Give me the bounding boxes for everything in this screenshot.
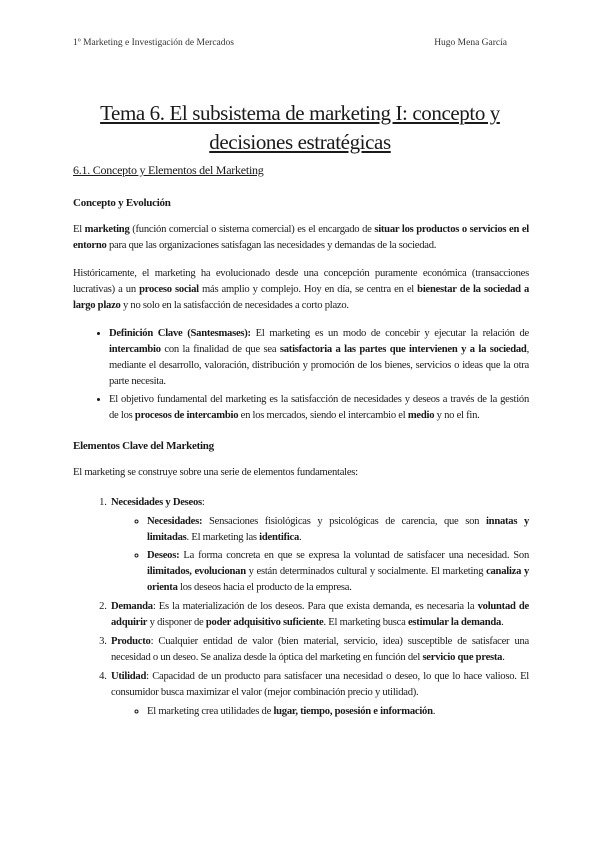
concept-bullet-list	[73, 326, 529, 424]
elements-numbered-list	[73, 495, 529, 720]
list-item-utilidad: 4. Utilidad: Capacidad de un producto para satisfacer una necesidad o deseo, lo que lo hace valioso. El consumidor busca maximizar el valor (mejor combinación precio y utilidad). ◦ El marketing crea utilidades de lugar, tiempo, posesión e información.	[109, 669, 529, 720]
title-line-1: Tema 6. El subsistema de marketing I: concepto y	[100, 101, 500, 126]
document-title	[60, 99, 540, 157]
list-item-producto: 3. Producto: Cualquier entidad de valor (bien material, servicio, idea) susceptible de satisfacer una necesidad o un deseo. Se analiza desde la óptica del marketing en función del servicio que presta.	[109, 634, 529, 666]
header-course: 1º Marketing e Investigación de Mercados	[73, 38, 234, 48]
document-body	[73, 162, 529, 723]
subitem-utilidades: ◦ El marketing crea utilidades de lugar, tiempo, posesión e información.	[147, 704, 529, 720]
sublist-utilidad	[111, 704, 529, 720]
subitem-necesidades: ◦ Necesidades: Sensaciones fisiológicas y psicológicas de carencia, que son innatas y limitadas. El marketing las identifica.	[147, 514, 529, 546]
subheading-concepto: Concepto y Evolución	[73, 197, 171, 209]
sublist-necesidades-deseos	[111, 514, 529, 596]
page-header	[73, 38, 528, 48]
header-author: Hugo Mena García	[434, 38, 507, 48]
list-item-necesidades-deseos: 1. Necesidades y Deseos: ◦ Necesidades: Sensaciones fisiológicas y psicológicas de carencia, que son innatas y limitadas. El marketing las identifica. ◦ Deseos: La forma concreta en que se expresa la voluntad de satisfacer una necesidad. Son ilimitados, evolucionan y están determinados cultural y socialmente. El marketing canaliza y orienta los deseos hacia el producto de la empresa.	[109, 495, 529, 596]
section-heading: 6.1. Concepto y Elementos del Marketing	[73, 163, 264, 177]
paragraph-elementos-intro: El marketing se construye sobre una serie de elementos fundamentales:	[73, 467, 358, 478]
list-item-demanda: 2. Demanda: Es la materialización de los deseos. Para que exista demanda, es necesaria la voluntad de adquirir y disponer de poder adquisitivo suficiente. El marketing busca estimular la demanda.	[109, 599, 529, 631]
title-line-2: decisiones estratégicas	[209, 130, 391, 155]
subitem-deseos: ◦ Deseos: La forma concreta en que se expresa la voluntad de satisfacer una necesidad. Son ilimitados, evolucionan y están determinados cultural y socialmente. El marketing canaliza y orienta los deseos hacia el producto de la empresa.	[147, 548, 529, 596]
subheading-elementos: Elementos Clave del Marketing	[73, 440, 214, 452]
bullet-objetivo: • El objetivo fundamental del marketing es la satisfacción de necesidades y deseos a través de la gestión de los procesos de intercambio en los mercados, siendo el intercambio el medio y no el fin.	[109, 392, 529, 424]
paragraph-history: Históricamente, el marketing ha evolucionado desde una concepción puramente económica (transacciones lucrativas) a un proceso social más amplio y complejo. Hoy en día, se centra en el bienestar de la sociedad a largo plazo y no solo en la satisfacción de necesidades a corto plazo.	[73, 268, 529, 311]
bullet-definicion-clave: • Definición Clave (Santesmases): El marketing es un modo de concebir y ejecutar la relación de intercambio con la finalidad de que sea satisfactoria a las partes que intervienen y a la sociedad, mediante el desarrollo, valoración, distribución y promoción de los bienes, servicios o ideas que la otra parte necesita.	[109, 326, 529, 390]
paragraph-definition: El marketing (función comercial o sistema comercial) es el encargado de situar los productos o servicios en el entorno para que las organizaciones satisfagan las necesidades y demandas de la sociedad.	[73, 224, 529, 251]
